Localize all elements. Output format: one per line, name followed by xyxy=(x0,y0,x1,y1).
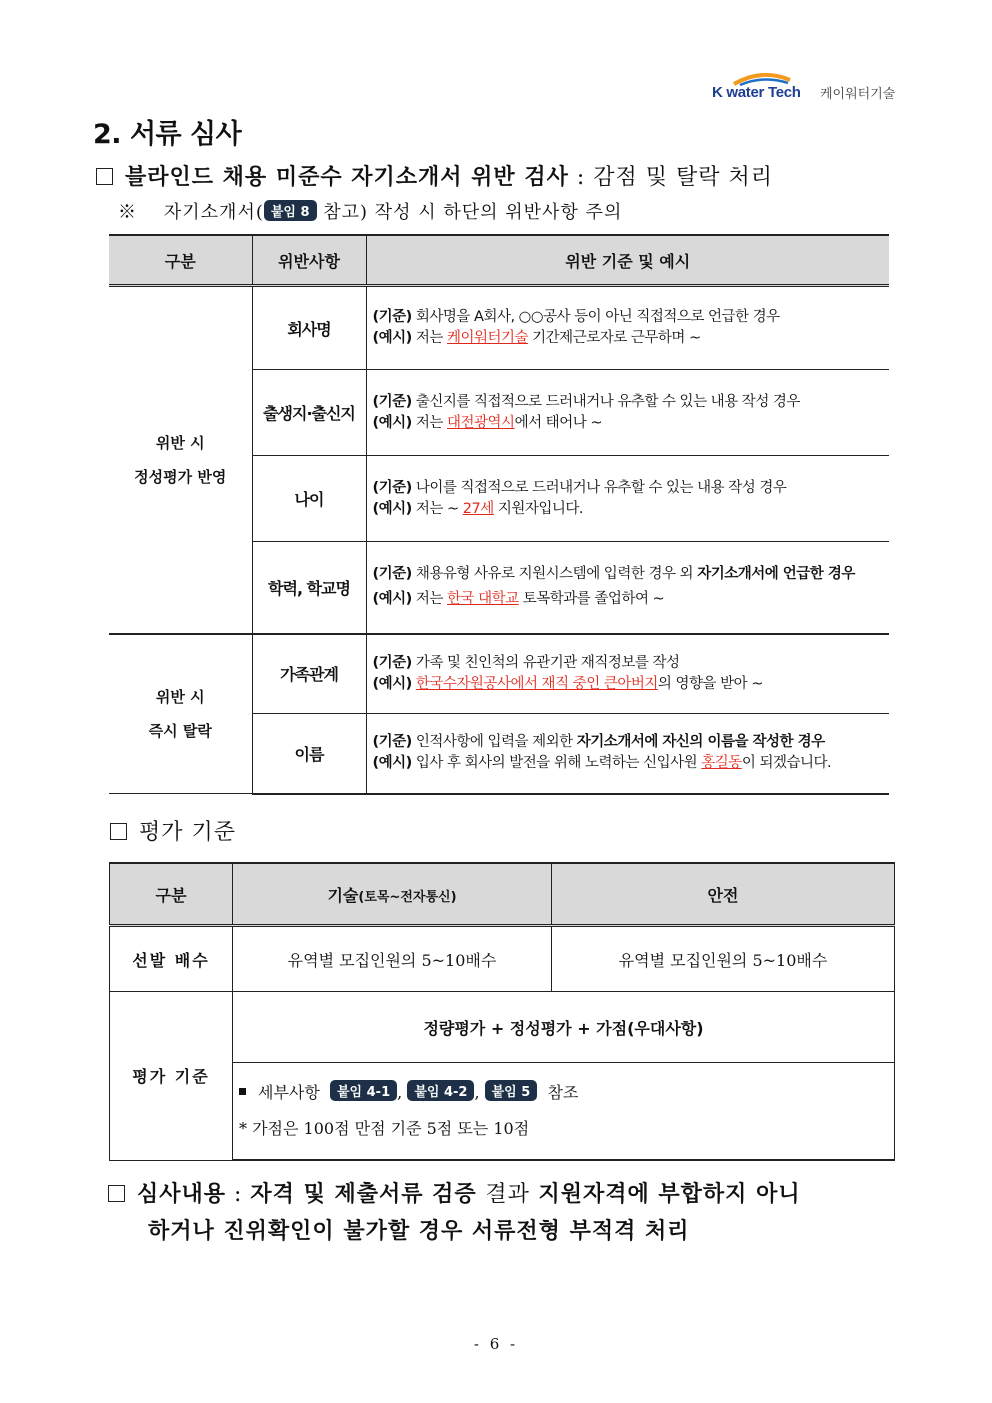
selection-label: 선발 배수 xyxy=(110,926,233,992)
logo-wordmark: K water Tech xyxy=(712,84,801,101)
evaluation-formula: 정량평가 + 정성평가 + 가점(우대사항) xyxy=(233,992,895,1063)
desc-age: (기준) 나이를 직접적으로 드러내거나 유추할 수 있는 내용 작성 경우 (예시) 저는 ~ 27세 지원자입니다. xyxy=(366,456,889,542)
header-violation: 위반사항 xyxy=(252,235,366,286)
attachment-badge: 붙임 4-2 xyxy=(407,1080,474,1101)
criteria-label: 평가 기준 xyxy=(110,992,233,1161)
blind-heading-rest: : 감점 및 탈락 처리 xyxy=(568,165,773,190)
item-family: 가족관계 xyxy=(252,634,366,714)
note-before: 자기소개서( xyxy=(163,202,264,223)
page-number: - 6 - xyxy=(473,1335,519,1353)
item-age: 나이 xyxy=(252,456,366,542)
table-row xyxy=(110,992,895,1063)
table-header-row xyxy=(109,235,889,286)
desc-education: (기준) 채용유형 사유로 지원시스템에 입력한 경우 외 자기소개서에 언급한 경우 (예시) 저는 한국 대학교 토목학과를 졸업하여 ~ xyxy=(366,542,889,634)
attachment-badge: 붙임 4-1 xyxy=(330,1080,397,1101)
company-logo xyxy=(712,72,902,106)
bonus-note: * 가점은 100점 만점 기준 5점 또는 10점 xyxy=(239,1119,530,1138)
attachment-badge: 붙임 5 xyxy=(485,1080,538,1101)
desc-name: (기준) 인적사항에 입력을 제외한 자기소개서에 자신의 이름을 작성한 경우 (예시) 입사 후 회사의 발전을 위해 노력하는 신입사원 홍길동이 되겠습니다. xyxy=(366,714,889,794)
header-category: 구분 xyxy=(110,863,233,926)
item-name: 이름 xyxy=(252,714,366,794)
violation-table xyxy=(109,234,889,795)
bullet-square-icon xyxy=(239,1088,246,1095)
evaluation-heading: 평가 기준 xyxy=(110,815,236,846)
blind-note xyxy=(118,198,622,224)
desc-birthplace: (기준) 출신지를 직접적으로 드러내거나 유추할 수 있는 내용 작성 경우 (예시) 저는 대전광역시에서 태어나 ~ xyxy=(366,370,889,456)
note-after: 참고) 작성 시 하단의 위반사항 주의 xyxy=(316,202,623,223)
blind-heading-bold: 블라인드 채용 미준수 자기소개서 위반 검사 xyxy=(125,164,569,190)
section-title: 2. 서류 심사 xyxy=(93,119,242,150)
table-row xyxy=(109,286,889,370)
table-header-row xyxy=(110,863,895,926)
item-education: 학력, 학교명 xyxy=(252,542,366,634)
review-content: 심사내용 : 자격 및 제출서류 검증 결과 지원자격에 부합하지 아니 하거나 진위확인이 불가할 경우 서류전형 부적격 처리 xyxy=(108,1176,801,1250)
evaluation-details: 세부사항 붙임 4-1 , 붙임 4-2 , 붙임 5 참조 * 가점은 100점 만점 기준 5점 또는 10점 xyxy=(233,1063,895,1161)
checkbox-square-icon xyxy=(108,1185,125,1202)
item-birthplace: 출생지·출신지 xyxy=(252,370,366,456)
checkbox-square-icon xyxy=(110,823,127,840)
logo-company-name: 케이워터기술 xyxy=(820,87,896,102)
evaluation-table xyxy=(109,862,895,1161)
table-row xyxy=(110,926,895,992)
desc-family: (기준) 가족 및 친인척의 유관기관 재직정보를 작성 (예시) 한국수자원공사에서 재직 중인 큰아버지의 영향을 받아 ~ xyxy=(366,634,889,714)
table-row xyxy=(109,634,889,714)
attachment-badge: 붙임 8 xyxy=(264,200,317,221)
selection-tech: 유역별 모집인원의 5~10배수 xyxy=(233,926,552,992)
selection-safety: 유역별 모집인원의 5~10배수 xyxy=(552,926,895,992)
blind-heading xyxy=(96,160,773,191)
desc-company: (기준) 회사명을 A회사, ○○공사 등이 아닌 직접적으로 언급한 경우 (예시) 저는 케이워터기술 기간제근로자로 근무하며 ~ xyxy=(366,286,889,370)
header-criteria: 위반 기준 및 예시 xyxy=(366,235,889,286)
header-safety: 안전 xyxy=(552,863,895,926)
header-tech: 기술(토목~전자통신) xyxy=(233,863,552,926)
header-category: 구분 xyxy=(109,235,252,286)
category-qualitative: 위반 시 정성평가 반영 xyxy=(109,286,252,634)
category-disqualify: 위반 시 즉시 탈락 xyxy=(109,634,252,794)
note-mark: ※ xyxy=(118,202,137,223)
item-company: 회사명 xyxy=(252,286,366,370)
checkbox-square-icon xyxy=(96,168,113,185)
